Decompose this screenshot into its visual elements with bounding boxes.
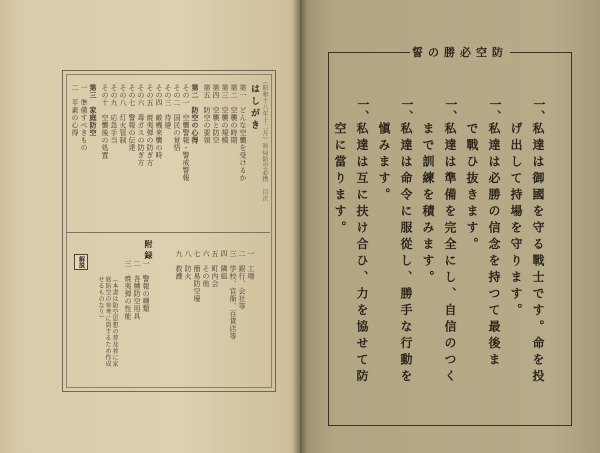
- toc-lower-title: 附録: [144, 240, 154, 262]
- oath-title: 防空必勝の誓: [412, 46, 508, 59]
- oath-bullet: 一、: [444, 98, 458, 122]
- toc-item[interactable]: 三 学校、官衙、百貨店等: [229, 250, 237, 340]
- book-gutter: [293, 0, 307, 453]
- appendix-item[interactable]: 一 警報の種類: [142, 260, 150, 313]
- appendix-item[interactable]: 三 焼夷弾の性能: [124, 260, 132, 320]
- toc-item[interactable]: 一 工場: [247, 250, 255, 280]
- appendix-note: （本書は防空思想の普及並に家庭防空の参考に資するため作成せるものなり）: [97, 276, 118, 367]
- toc-item[interactable]: 四 隣組: [220, 250, 228, 280]
- oath-title-box: [410, 44, 510, 60]
- toc-item[interactable]: 八 防火: [184, 250, 192, 280]
- toc-item[interactable]: その十 空襲後の処置: [101, 84, 109, 159]
- toc-divider: [66, 232, 270, 233]
- oath-line: 私達は御國を守る戰士です。命を投: [531, 122, 545, 386]
- oath-line: 私達は命令に服從し、勝手な行動を: [399, 122, 413, 386]
- toc-item[interactable]: その三 待避: [164, 84, 172, 129]
- toc-item[interactable]: 二 平素の心得: [71, 84, 79, 137]
- appendix-seal: [74, 254, 88, 270]
- toc-item[interactable]: その八 灯火管制: [119, 84, 127, 144]
- oath-line: 私達は必勝の信念を持つて最後ま: [487, 122, 501, 370]
- oath-line: で戰ひ抜きます。: [465, 122, 479, 254]
- oath-line: 空に當ります。: [333, 122, 347, 238]
- oath-line: 愼みます。: [377, 122, 391, 205]
- toc-section-header[interactable]: 第三 家庭防空: [89, 84, 98, 137]
- oath-bullet: 一、: [488, 98, 502, 122]
- toc-item[interactable]: その九 応急手当: [110, 84, 118, 144]
- oath-bullet: 一、: [356, 98, 370, 122]
- appendix-title: 解説: [77, 256, 85, 268]
- toc-item[interactable]: 五 町内会: [211, 250, 219, 288]
- oath-line: 私達は互に扶け合ひ、力を協せて防: [355, 122, 369, 386]
- toc-item[interactable]: その五 焼夷弾の防ぎ方: [146, 84, 154, 167]
- toc-intro-title: はしがき: [249, 84, 259, 132]
- toc-item[interactable]: 第五 防空の要領: [203, 84, 211, 144]
- toc-item[interactable]: 一 準備すべきもの: [80, 84, 88, 152]
- toc-item[interactable]: その一 空襲警報・警戒警報: [182, 84, 190, 182]
- appendix-item[interactable]: 二 各種防空用具: [133, 260, 141, 320]
- toc-section-header[interactable]: 第二 防空の心得: [191, 84, 200, 144]
- toc-item[interactable]: その六 毒ガスの防ぎ方: [137, 84, 145, 167]
- toc-item[interactable]: その二 国民の覚悟: [173, 84, 181, 152]
- toc-item[interactable]: 第二 空襲の時期: [230, 84, 238, 144]
- toc-item[interactable]: 九 救護: [175, 250, 183, 280]
- toc-header: （昭和十八年十二月）時局防空必携 目次: [261, 78, 268, 202]
- oath-bullet: 一、: [532, 98, 546, 122]
- oath-bullet: 一、: [400, 98, 414, 122]
- toc-item[interactable]: 第四 空襲と防空: [212, 84, 220, 144]
- toc-item[interactable]: 七 簡易防空壕: [193, 250, 201, 303]
- toc-item[interactable]: その七 警報の伝達: [128, 84, 136, 152]
- toc-item[interactable]: 第三 空襲の規模: [221, 84, 229, 144]
- oath-line: まで訓練を積みます。: [421, 122, 435, 287]
- toc-item[interactable]: その四 敵機来襲の時: [155, 84, 163, 159]
- toc-item[interactable]: 二 銀行、会社等: [238, 250, 246, 310]
- toc-item[interactable]: 第一 どんな空襲を受けるか: [239, 84, 247, 182]
- toc-item[interactable]: 六 その他: [202, 250, 210, 288]
- oath-line: 私達は準備を完全にし、自信のつく: [443, 122, 457, 386]
- oath-line: げ出して持場を守ります。: [509, 122, 523, 320]
